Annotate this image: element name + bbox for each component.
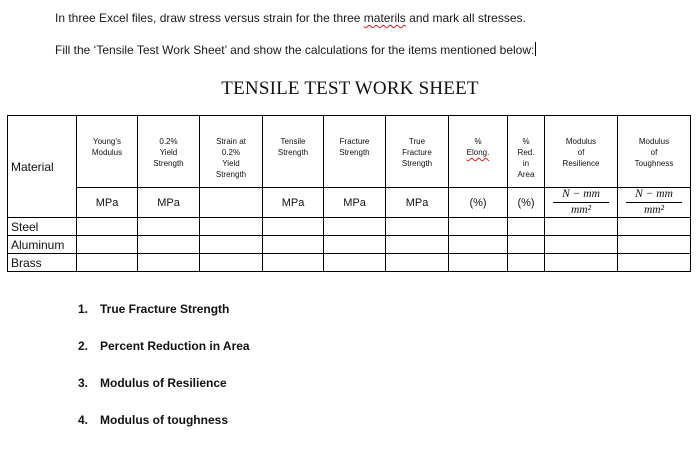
instruction-line-2-text: Fill the ‘Tensile Test Work Sheet’ and show the calculations for the items mentioned below: [55, 43, 535, 57]
table-cell[interactable] [263, 236, 324, 254]
unit-cell: MPa [386, 188, 449, 218]
unit-cell: (%) [508, 188, 545, 218]
table-cell[interactable] [386, 236, 449, 254]
table-cell[interactable] [618, 236, 691, 254]
table-cell[interactable] [200, 236, 263, 254]
table-row [8, 254, 691, 272]
table-header-row [8, 116, 691, 188]
worksheet-title: TENSILE TEST WORK SHEET [221, 78, 479, 99]
instruction-line-2[interactable] [55, 42, 536, 57]
table-cell[interactable] [324, 236, 386, 254]
table-cell[interactable] [449, 254, 508, 272]
table-cell[interactable] [618, 218, 691, 236]
unit-fraction-toughness: N − mm mm² [618, 188, 691, 218]
table-cell[interactable] [77, 218, 138, 236]
unit-cell: MPa [138, 188, 200, 218]
table-cell[interactable] [138, 254, 200, 272]
table-cell[interactable] [545, 218, 618, 236]
header-fracture-strength: Fracture Strength [324, 116, 386, 188]
table-cell[interactable] [508, 254, 545, 272]
unit-cell: MPa [263, 188, 324, 218]
header-modulus-resilience: Modulus of Resilience [545, 116, 618, 188]
table-cell[interactable] [138, 218, 200, 236]
table-cell[interactable] [386, 218, 449, 236]
table-cell[interactable] [449, 218, 508, 236]
row-label-aluminum: Aluminum [8, 236, 77, 254]
table-unit-row [8, 188, 691, 218]
table-cell[interactable] [618, 254, 691, 272]
header-strain-at-yield: Strain at 0.2% Yield Strength [200, 116, 263, 188]
header-yield-strength: 0.2% Yield Strength [138, 116, 200, 188]
tensile-test-table [7, 115, 691, 272]
unit-cell [200, 188, 263, 218]
list-item: 1. True Fracture Strength [78, 302, 230, 316]
table-cell[interactable] [263, 254, 324, 272]
row-label-steel: Steel [8, 218, 77, 236]
unit-cell: MPa [324, 188, 386, 218]
text-cursor [535, 42, 536, 56]
table-cell[interactable] [77, 236, 138, 254]
table-cell[interactable] [386, 254, 449, 272]
header-modulus-toughness: Modulus of Toughness [618, 116, 691, 188]
list-item: 3. Modulus of Resilience [78, 376, 227, 390]
unit-cell: MPa [77, 188, 138, 218]
row-label-brass: Brass [8, 254, 77, 272]
header-percent-elongation: % Elong. [449, 116, 508, 188]
table-cell[interactable] [449, 236, 508, 254]
material-header: Material [8, 116, 77, 218]
header-percent-reduction-area: % Red. in Area [508, 116, 545, 188]
calculation-items-list [78, 302, 250, 450]
table-cell[interactable] [545, 236, 618, 254]
table-cell[interactable] [545, 254, 618, 272]
list-item: 4. Modulus of toughness [78, 413, 228, 427]
spellcheck-flagged-word[interactable]: materils [363, 11, 406, 25]
unit-cell: (%) [449, 188, 508, 218]
header-tensile-strength: Tensile Strength [263, 116, 324, 188]
header-youngs-modulus: Young’s Modulus [77, 116, 138, 188]
table-row [8, 218, 691, 236]
list-item: 2. Percent Reduction in Area [78, 339, 250, 353]
unit-fraction-resilience: N − mm mm² [545, 188, 618, 218]
instruction-line-1-start: In three Excel files, draw stress versus strain for the three [55, 11, 364, 25]
table-cell[interactable] [200, 254, 263, 272]
table-cell[interactable] [77, 254, 138, 272]
table-cell[interactable] [324, 254, 386, 272]
table-cell[interactable] [508, 218, 545, 236]
header-true-fracture-strength: True Fracture Strength [386, 116, 449, 188]
table-cell[interactable] [200, 218, 263, 236]
instruction-line-1 [55, 11, 526, 25]
table-cell[interactable] [138, 236, 200, 254]
table-cell[interactable] [263, 218, 324, 236]
table-cell[interactable] [508, 236, 545, 254]
table-row [8, 236, 691, 254]
table-cell[interactable] [324, 218, 386, 236]
instruction-line-1-end: and mark all stresses. [405, 11, 526, 25]
